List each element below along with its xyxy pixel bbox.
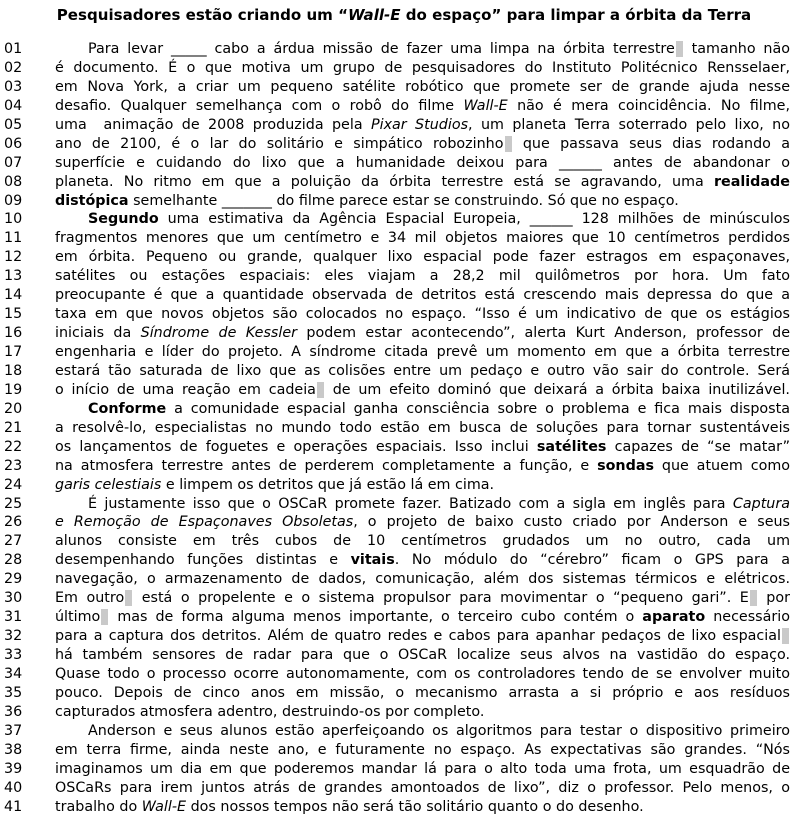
text-line [0,248,808,267]
line-text [55,59,790,78]
line-text [55,438,790,457]
text-line [0,551,808,570]
line-number: 21 [4,419,22,438]
line-text [55,173,790,192]
text-segment: fragmentos menores que um centímetro e 34 mil objetos maiores que 10 centímetros perdidos [55,230,790,246]
line-number: 31 [4,608,22,627]
text-line [0,476,808,495]
text-segment: navegação, o armazenamento de dados, comunicação, além dos sistemas térmicos e elétricos. [55,571,790,587]
text-segment: de um efeito dominó que deixará a órbita baixa inutilizável. [325,382,790,398]
text-segment: Pixar Studios [371,117,468,133]
text-segment: Síndrome de Kessler [141,325,297,341]
line-number: 33 [4,646,22,665]
text-line [0,627,808,646]
line-text [55,362,790,381]
line-text [55,551,790,570]
article-title [0,5,808,25]
text-line [0,532,808,551]
highlight-mark [101,609,108,625]
text-line [0,457,808,476]
text-segment: a comunidade espacial ganha consciência sobre o problema e fica mais disposta [166,401,790,417]
line-number: 29 [4,570,22,589]
article-body [0,40,808,816]
text-segment: do espaço” para limpar a órbita da Terra [401,6,752,24]
text-segment: taxa em que novos objetos são colocados no espaço. “Isso é um indicativo de que os estágios [55,306,790,322]
line-number: 08 [4,173,22,192]
line-text [55,154,790,173]
text-line [0,684,808,703]
line-text [55,513,790,532]
line-text [88,400,790,419]
line-number: 09 [4,192,22,211]
text-segment: Conforme [88,401,166,417]
text-line [0,40,808,59]
text-segment: Quase todo o processo ocorre autonomamente, com os controladores tendo de se envolver muito [55,666,790,682]
text-segment: Wall-E [142,799,186,815]
text-segment: na atmosfera terrestre antes de perderem completamente a função, e [55,458,597,474]
line-number: 24 [4,476,22,495]
line-text [55,267,790,286]
text-line [0,324,808,343]
line-number: 26 [4,513,22,532]
line-text [55,798,790,816]
text-segment: Segundo [88,211,159,227]
text-segment: podem estar acontecendo”, alerta Kurt Anderson, professor de [297,325,790,341]
text-segment: superfície e cuidando do lixo que a humanidade deixou para ______ antes de abandonar o [55,155,790,171]
text-segment: que passava seus dias rodando a [513,136,791,152]
text-line [0,78,808,97]
text-segment: vitais [351,552,395,568]
text-line [0,192,808,211]
text-line [0,362,808,381]
line-text [88,210,790,229]
line-number: 19 [4,381,22,400]
text-segment: Wall-E [463,98,507,114]
text-segment: não é mera coincidência. No filme, [508,98,790,114]
highlight-mark [750,590,757,606]
line-text [55,248,790,267]
line-text [88,722,790,741]
text-segment: último [55,609,100,625]
line-text [55,646,790,665]
text-segment: trabalho do [55,799,142,815]
text-line [0,343,808,362]
highlight-mark [782,628,789,644]
line-text [55,343,790,362]
text-segment: planeta. No ritmo em que a poluição da órbita terrestre está se agravando, uma [55,174,714,190]
line-text [55,476,790,495]
text-segment: alunos consiste em três cubos de 10 centímetros grudados um no outro, cada um [55,533,790,549]
text-segment: imaginamos um dia em que poderemos mandar lá para o alto toda uma frota, um esquadrão de [55,761,790,777]
text-segment: capazes de “se matar” [606,439,790,455]
text-segment: mas de forma alguma menos importante, o terceiro cubo contém o [109,609,642,625]
line-text [55,741,790,760]
line-number: 18 [4,362,22,381]
line-text [55,570,790,589]
line-number: 22 [4,438,22,457]
text-line [0,97,808,116]
line-number: 34 [4,665,22,684]
text-segment: tamanho não [684,41,790,57]
line-number: 20 [4,400,22,419]
line-number: 17 [4,343,22,362]
text-segment: semelhante _______ do filme parece estar se construindo. Só que no espaço. [129,193,679,209]
line-number: 39 [4,760,22,779]
text-line [0,798,808,816]
line-number: 14 [4,286,22,305]
line-number: 12 [4,248,22,267]
line-number: 16 [4,324,22,343]
line-number: 15 [4,305,22,324]
line-text [55,324,790,343]
text-line [0,135,808,154]
text-line [0,400,808,419]
text-segment: a resolvê-lo, especialistas no mundo todo estão em busca de soluções para tornar sustentáveis [55,420,790,436]
text-line [0,513,808,532]
text-segment: é documento. É o que motiva um grupo de pesquisadores do Instituto Politécnico Rensselaer, [55,60,790,76]
text-line [0,381,808,400]
text-segment: Em outro [55,590,124,606]
text-line [0,173,808,192]
line-number: 41 [4,798,22,816]
text-segment: há também sensores de radar para que o OSCaR localize seus alvos na vastidão do espaço. [55,647,790,663]
text-segment: Pesquisadores estão criando um “ [57,6,348,24]
text-line [0,59,808,78]
text-segment: Para levar _____ cabo a árdua missão de fazer uma limpa na órbita terrestre [88,41,675,57]
line-number: 23 [4,457,22,476]
text-segment: realidade [714,174,790,190]
text-segment: estará tão saturada de lixo que as colisões entre um pedaço e outro vão sair do controle. Será [55,363,790,379]
line-text [55,192,790,211]
line-text [88,40,790,59]
text-segment: e Remoção de Espaçonaves Obsoletas [55,514,353,530]
text-segment: o início de uma reação em cadeia [55,382,316,398]
text-segment: satélites [537,439,607,455]
line-text [55,627,790,646]
text-line [0,210,808,229]
line-text [55,116,790,135]
line-number: 04 [4,97,22,116]
line-text [55,532,790,551]
line-number: 27 [4,532,22,551]
text-segment: desempenhando funções distintas e [55,552,351,568]
line-text [55,305,790,324]
line-number: 07 [4,154,22,173]
text-segment: iniciais da [55,325,141,341]
line-text [55,457,790,476]
line-text [55,589,790,608]
text-segment: ano de 2100, é o lar do solitário e simpático robozinho [55,136,504,152]
line-text [88,495,790,514]
text-line [0,722,808,741]
text-segment: e limpem os detritos que já estão lá em cima. [161,477,494,493]
line-number: 10 [4,210,22,229]
line-number: 37 [4,722,22,741]
text-line [0,305,808,324]
line-number: 01 [4,40,22,59]
text-segment: em órbita. Pequeno ou grande, qualquer lixo espacial pode fazer estragos em espaçonaves, [55,249,790,265]
text-line [0,779,808,798]
line-number: 35 [4,684,22,703]
line-number: 36 [4,703,22,722]
text-segment: sondas [597,458,654,474]
line-number: 28 [4,551,22,570]
line-text [55,760,790,779]
text-segment: Anderson e seus alunos estão aperfeiçoando os algoritmos para testar o dispositivo primeiro [88,723,790,739]
line-number: 13 [4,267,22,286]
text-segment: para a captura dos detritos. Além de quatro redes e cabos para apanhar pedaços de lixo espacial [55,628,781,644]
line-number: 06 [4,135,22,154]
text-line [0,760,808,779]
text-segment: preocupante é que a quantidade observada de detritos está crescendo mais depressa do que a [55,287,790,303]
text-line [0,589,808,608]
line-number: 40 [4,779,22,798]
line-text [55,229,790,248]
text-segment: aparato [642,609,705,625]
text-segment: . No módulo do “cérebro” ficam o GPS para a [395,552,790,568]
line-number: 38 [4,741,22,760]
text-line [0,438,808,457]
highlight-mark [676,41,683,57]
text-segment: pouco. Depois de cinco anos em missão, o mecanismo arrasta a si próprio e aos resíduos [55,685,790,701]
text-line [0,741,808,760]
line-text [55,286,790,305]
text-line [0,495,808,514]
line-text [55,78,790,97]
text-segment: É justamente isso que o OSCaR promete fazer. Batizado com a sigla em inglês para [88,496,733,512]
text-line [0,646,808,665]
text-segment: Captura [733,496,790,512]
highlight-mark [505,136,512,152]
text-line [0,570,808,589]
line-text [55,608,790,627]
text-line [0,286,808,305]
line-text [55,135,790,154]
text-line [0,665,808,684]
line-number: 11 [4,229,22,248]
text-segment: em Nova York, a criar um pequeno satélite robótico que promete ser de grande ajuda nesse [55,79,790,95]
line-text [55,97,790,116]
text-segment: por [758,590,790,606]
line-number: 03 [4,78,22,97]
text-segment: dos nossos tempos não será tão solitário quanto o do desenho. [186,799,644,815]
line-text [55,779,790,798]
line-text [55,419,790,438]
text-line [0,116,808,135]
line-text [55,684,790,703]
text-segment: os lançamentos de foguetes e operações espaciais. Isso inclui [55,439,537,455]
text-segment: satélites ou estações espaciais: eles viajam a 28,2 mil quilômetros por hora. Um fato [55,268,790,284]
line-number: 25 [4,495,22,514]
text-segment: , um planeta Terra soterrado pelo lixo, no [468,117,790,133]
text-segment: uma animação de 2008 produzida pela [55,117,371,133]
text-segment: distópica [55,193,129,209]
line-number: 30 [4,589,22,608]
text-line [0,267,808,286]
text-line [0,608,808,627]
highlight-mark [125,590,132,606]
text-segment: que atuem como [654,458,790,474]
text-segment: Wall-E [348,6,401,24]
line-number: 32 [4,627,22,646]
text-segment: desafio. Qualquer semelhança com o robô do filme [55,98,463,114]
line-text [55,665,790,684]
line-text [55,703,790,722]
text-segment: está o propelente e o sistema propulsor para movimentar o “pequeno gari”. E [133,590,749,606]
text-segment: necessário [705,609,790,625]
text-line [0,154,808,173]
text-line [0,229,808,248]
line-text [55,381,790,400]
text-line [0,419,808,438]
highlight-mark [317,382,324,398]
text-segment: , o projeto de baixo custo criado por Anderson e seus [353,514,790,530]
text-segment: OSCaRs para irem juntos atrás de grandes amontoados de lixo”, diz o professor. Pelo menos, o [55,780,790,796]
line-number: 05 [4,116,22,135]
text-segment: engenharia e líder do projeto. A síndrome citada prevê um momento em que a órbita terrestre [55,344,790,360]
text-segment: capturados atmosfera adentro, destruindo-os por completo. [55,704,484,720]
text-line [0,703,808,722]
line-number: 02 [4,59,22,78]
text-segment: uma estimativa da Agência Espacial Europeia, ______ 128 milhões de minúsculos [159,211,790,227]
text-segment: garis celestiais [55,477,161,493]
text-segment: em terra firme, ainda neste ano, e futuramente no espaço. As expectativas são grandes. “Nós [55,742,790,758]
